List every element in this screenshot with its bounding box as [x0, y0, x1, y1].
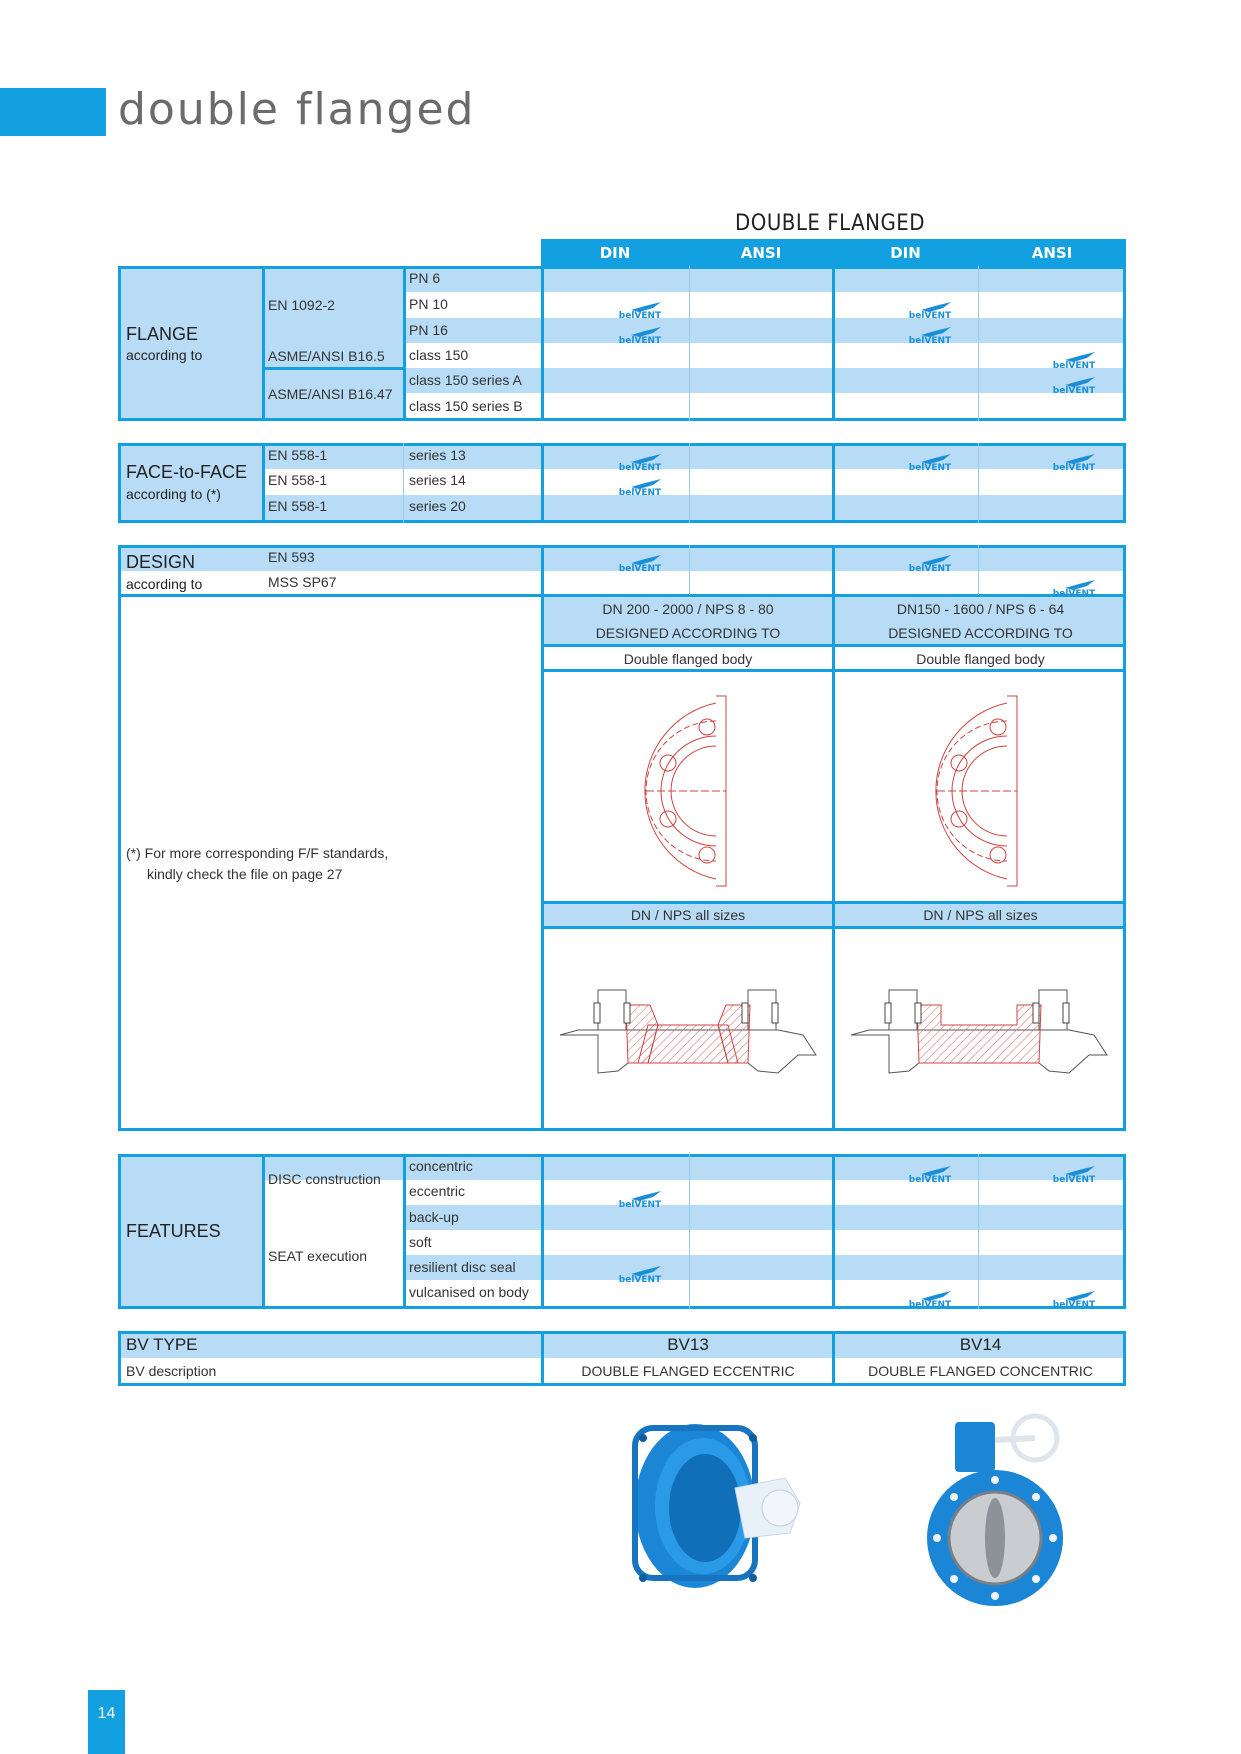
belvent-check-icon: belVENT	[1051, 1166, 1097, 1186]
flange-face-drawing-right	[877, 691, 1107, 891]
belvent-check-icon: belVENT	[617, 1191, 663, 1211]
flange-row-label: class 150 series B	[409, 398, 523, 414]
belvent-check-icon: belVENT	[1051, 454, 1097, 474]
sizes-label-right: DN / NPS all sizes	[923, 907, 1038, 923]
design-range-left: DN 200 - 2000 / NPS 8 - 80	[602, 601, 774, 617]
page-title: double flanged	[118, 84, 476, 135]
col-header-ansi-1: ANSI	[689, 239, 833, 267]
bv14-type: BV14	[959, 1335, 1002, 1354]
ftf-note-line2: kindly check the file on page 27	[147, 866, 343, 882]
features-label: FEATURES	[126, 1221, 221, 1241]
designed-according-left: DESIGNED ACCORDING TO	[595, 625, 781, 641]
feature-row-label: resilient disc seal	[409, 1259, 516, 1275]
feature-row-label: vulcanised on body	[409, 1284, 529, 1300]
bv13-valve-image	[615, 1418, 815, 1608]
flange-std-b1647: ASME/ANSI B16.47	[268, 386, 393, 402]
seat-execution-label: SEAT execution	[268, 1248, 368, 1264]
flange-row-label: PN 10	[409, 296, 448, 312]
design-sublabel: according to	[126, 576, 203, 592]
flange-row-label: class 150	[409, 347, 469, 363]
ftf-series: series 20	[409, 498, 466, 514]
flange-std-en1092: EN 1092-2	[268, 297, 335, 313]
flange-std-b165: ASME/ANSI B16.5	[268, 348, 385, 364]
belvent-check-icon: belVENT	[617, 1266, 663, 1286]
header-accent-bar	[0, 88, 106, 136]
belvent-check-icon: belVENT	[617, 327, 663, 347]
ftf-sublabel: according to (*)	[126, 486, 221, 502]
belvent-check-icon: belVENT	[617, 302, 663, 322]
flange-face-drawing-left	[586, 691, 816, 891]
belvent-check-icon: belVENT	[907, 327, 953, 347]
belvent-check-icon: belVENT	[617, 479, 663, 499]
designed-according-right: DESIGNED ACCORDING TO	[888, 625, 1073, 641]
flange-row-label: PN 16	[409, 322, 448, 338]
bv-type-label: BV TYPE	[126, 1335, 198, 1354]
ftf-label: FACE-to-FACE	[126, 462, 248, 482]
col-header-din-2: DIN	[833, 239, 978, 267]
page-number: 14	[97, 1705, 116, 1722]
feature-row-label: back-up	[409, 1209, 459, 1225]
design-range-right: DN150 - 1600 / NPS 6 - 64	[896, 601, 1065, 617]
ftf-series: series 14	[409, 472, 466, 488]
ftf-std: EN 558-1	[268, 472, 328, 488]
col-header-din-1: DIN	[541, 239, 689, 267]
belvent-check-icon: belVENT	[1051, 580, 1097, 600]
bv13-type: BV13	[667, 1335, 709, 1354]
body-section-drawing-left	[558, 985, 820, 1085]
flange-sublabel: according to	[126, 347, 203, 363]
design-std: MSS SP67	[268, 574, 337, 590]
flange-row-label: PN 6	[409, 270, 441, 286]
ftf-std: EN 558-1	[268, 447, 328, 463]
belvent-check-icon: belVENT	[907, 454, 953, 474]
bv14-valve-image	[910, 1410, 1070, 1610]
ftf-std: EN 558-1	[268, 498, 328, 514]
bv13-description: DOUBLE FLANGED ECCENTRIC	[581, 1363, 795, 1379]
design-std: EN 593	[268, 549, 315, 565]
feature-row-label: concentric	[409, 1158, 473, 1174]
design-section	[118, 545, 1126, 1131]
bv-description-label: BV description	[126, 1363, 217, 1379]
sizes-label-left: DN / NPS all sizes	[630, 907, 746, 923]
table-title: DOUBLE FLANGED	[735, 211, 926, 236]
body-label-right: Double flanged body	[916, 651, 1045, 667]
bv14-description: DOUBLE FLANGED CONCENTRIC	[868, 1363, 1093, 1379]
ftf-note-line1: (*) For more corresponding F/F standards,	[126, 845, 389, 861]
flange-row-label: class 150 series A	[409, 372, 522, 388]
belvent-check-icon: belVENT	[907, 302, 953, 322]
ftf-series: series 13	[409, 447, 466, 463]
belvent-check-icon: belVENT	[1051, 1291, 1097, 1311]
body-label-left: Double flanged body	[623, 651, 753, 667]
belvent-check-icon: belVENT	[1051, 352, 1097, 372]
design-label: DESIGN	[126, 552, 196, 572]
disc-construction-label: DISC construction	[268, 1171, 381, 1187]
feature-row-label: eccentric	[409, 1183, 466, 1199]
col-header-ansi-2: ANSI	[978, 239, 1126, 267]
belvent-check-icon: belVENT	[617, 555, 663, 575]
feature-row-label: soft	[409, 1234, 432, 1250]
belvent-check-icon: belVENT	[1051, 377, 1097, 397]
belvent-check-icon: belVENT	[907, 1166, 953, 1186]
belvent-check-icon: belVENT	[617, 454, 663, 474]
belvent-check-icon: belVENT	[907, 555, 953, 575]
belvent-check-icon: belVENT	[907, 1291, 953, 1311]
flange-label: FLANGE	[126, 324, 199, 344]
bv-type-section	[118, 1331, 1126, 1386]
body-section-drawing-right	[849, 985, 1111, 1085]
